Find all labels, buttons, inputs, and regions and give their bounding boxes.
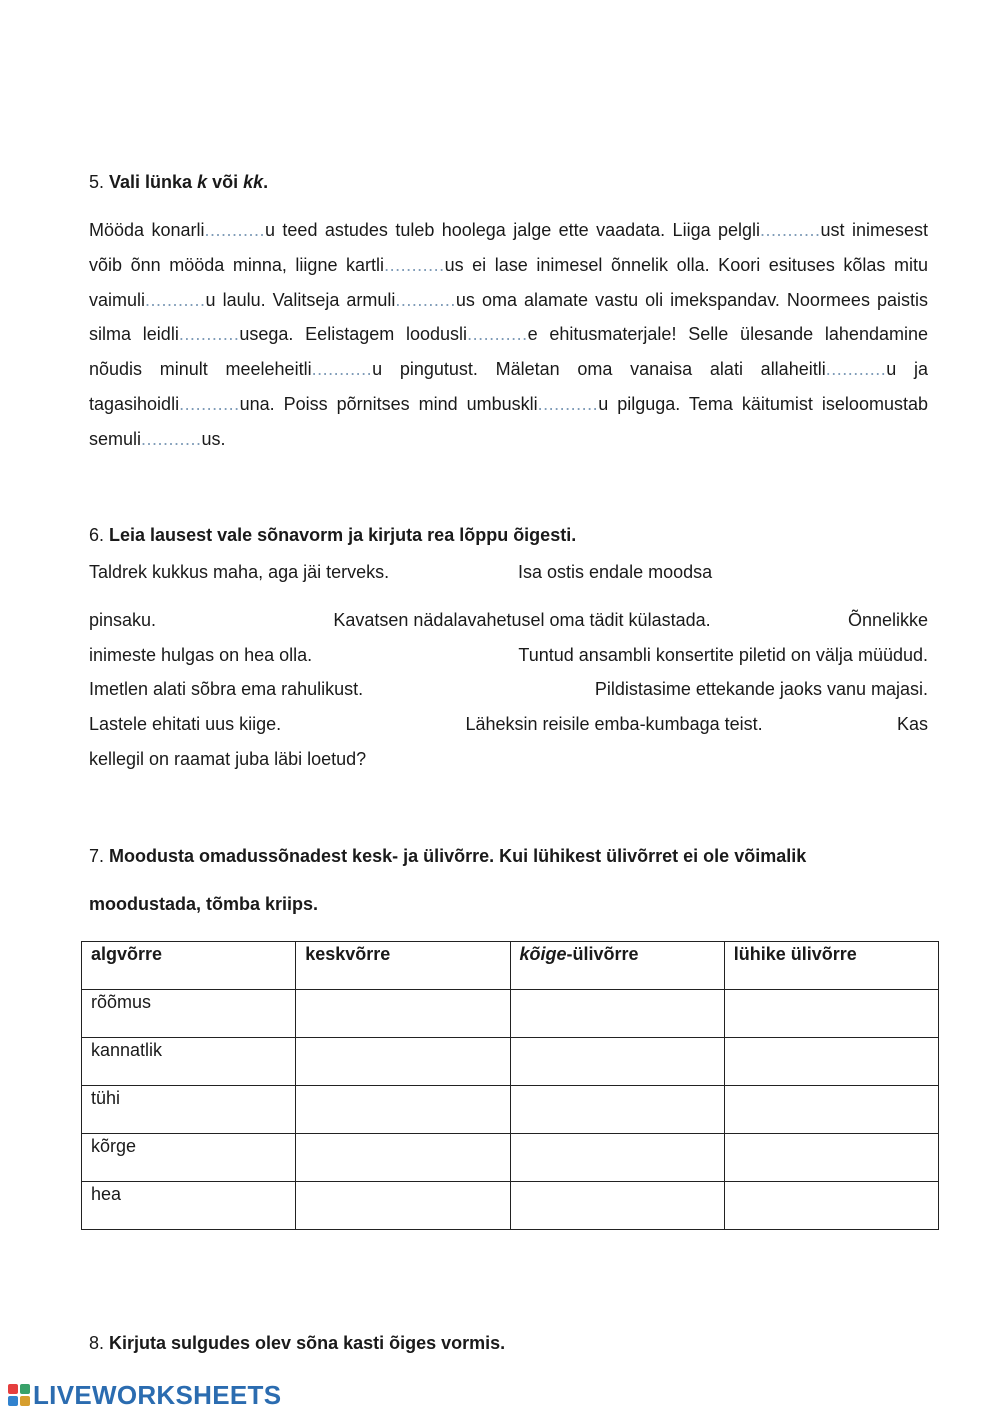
liveworksheets-logo[interactable] xyxy=(8,1381,281,1409)
exercise-5 xyxy=(89,171,928,457)
header-algvorre: algvõrre xyxy=(82,942,296,990)
sentence: Kas xyxy=(896,714,928,734)
exercise-5-title-kk: kk xyxy=(243,172,264,192)
sentence: Taldrek kukkus maha, aga jäi terveks. xyxy=(89,562,390,582)
exercise-8-number: 8. xyxy=(89,1333,105,1353)
fill-blank[interactable]: ........... xyxy=(204,220,265,240)
exercise-6-line xyxy=(89,609,928,631)
text-fragment: u pilguga. Tema käitumist iseloomustab semuli xyxy=(89,393,928,449)
fill-blank[interactable]: ........... xyxy=(179,393,240,414)
header-koige-ulivorre xyxy=(510,942,724,990)
header-luhike-ulivorre: lühike ülivõrre xyxy=(724,942,938,990)
table-header-row xyxy=(82,942,939,990)
header-koige: kõige xyxy=(519,944,567,964)
exercise-6-line xyxy=(89,713,928,735)
adjective-cell: rõõmus xyxy=(82,990,296,1038)
sentence: Lastele ehitati uus kiige. xyxy=(89,714,282,734)
fill-blank[interactable]: ........... xyxy=(825,359,887,380)
exercise-7-heading-cont xyxy=(89,893,928,915)
table-row xyxy=(82,990,939,1038)
exercise-7-number: 7. xyxy=(89,846,105,866)
fill-blank[interactable]: ........... xyxy=(141,428,202,449)
logo-mark-icon xyxy=(8,1384,30,1406)
answer-cell[interactable] xyxy=(510,990,724,1038)
sentence: Õnnelikke xyxy=(847,610,928,630)
fill-blank[interactable]: ........... xyxy=(384,254,445,275)
adjective-cell: tühi xyxy=(82,1086,296,1134)
exercise-8-heading xyxy=(89,1332,928,1354)
exercise-6-line xyxy=(89,748,928,770)
table-row xyxy=(82,1182,939,1230)
answer-cell[interactable] xyxy=(510,1134,724,1182)
answer-cell[interactable] xyxy=(724,1038,938,1086)
answer-cell[interactable] xyxy=(510,1182,724,1230)
answer-cell[interactable] xyxy=(724,1086,938,1134)
logo-text: LIVEWORKSHEETS xyxy=(33,1379,282,1410)
text-fragment: Mööda konarli xyxy=(89,220,205,240)
adjective-cell: hea xyxy=(82,1182,296,1230)
header-ulivorre: -ülivõrre xyxy=(566,944,639,964)
answer-cell[interactable] xyxy=(296,990,510,1038)
answer-cell[interactable] xyxy=(724,990,938,1038)
table-row xyxy=(82,1134,939,1182)
fill-blank[interactable]: ........... xyxy=(145,289,206,310)
text-fragment: u laulu. Valitseja armuli xyxy=(205,289,396,310)
sentence: Isa ostis endale moodsa xyxy=(518,562,713,582)
adjective-cell: kõrge xyxy=(82,1134,296,1182)
exercise-8-title: Kirjuta sulgudes olev sõna kasti õiges vormis. xyxy=(109,1333,506,1353)
sentence: Läheksin reisile emba-kumbaga teist. xyxy=(465,714,763,734)
text-fragment: u pingutust. Mäletan oma vanaisa alati allaheitli xyxy=(372,359,826,380)
answer-cell[interactable] xyxy=(296,1086,510,1134)
text-fragment: una. Poiss põrnitses mind umbuskli xyxy=(239,393,538,414)
exercise-5-text xyxy=(89,213,928,457)
sentence: inimeste hulgas on hea olla. xyxy=(89,645,313,665)
sentence: pinsaku. xyxy=(89,610,157,630)
sentence: kellegil on raamat juba läbi loetud? xyxy=(89,749,367,769)
sentence: Pildistasime ettekande jaoks vanu majasi. xyxy=(594,679,928,699)
exercise-6-line xyxy=(89,644,928,666)
answer-cell[interactable] xyxy=(724,1134,938,1182)
fill-blank[interactable]: ........... xyxy=(467,324,528,345)
fill-blank[interactable]: ........... xyxy=(178,324,240,345)
exercise-7-title: Moodusta omadussõnadest kesk- ja ülivõrre. Kui lühikest ülivõrret ei ole võimalik xyxy=(109,846,807,866)
text-fragment: ust inimesest võib õnn mööda minna, liigne kartli xyxy=(89,220,928,275)
answer-cell[interactable] xyxy=(296,1134,510,1182)
sentence: Kavatsen nädalavahetusel oma tädit külastada. xyxy=(333,610,711,630)
exercise-5-heading xyxy=(89,171,928,193)
fill-blank[interactable]: ........... xyxy=(537,393,599,414)
table-row xyxy=(82,1038,939,1086)
text-fragment: usega. Eelistagem loodusli xyxy=(239,324,468,345)
answer-cell[interactable] xyxy=(296,1038,510,1086)
text-fragment: e ehitusmaterjale! Selle ülesande lahendamine nõudis minult meeleheitli xyxy=(89,324,928,380)
fill-blank[interactable]: ........... xyxy=(311,359,373,380)
fill-blank[interactable]: ........... xyxy=(760,220,821,240)
answer-cell[interactable] xyxy=(724,1182,938,1230)
header-keskvorre: keskvõrre xyxy=(296,942,510,990)
exercise-5-title-k: k xyxy=(197,172,208,192)
exercise-6-heading xyxy=(89,524,928,546)
exercise-5-title-part: või xyxy=(207,172,244,192)
text-fragment: us oma alamate vastu oli imekspandav. Noormees paistis silma leidli xyxy=(89,289,928,345)
text-fragment: u ja tagasihoidli xyxy=(89,359,928,414)
answer-cell[interactable] xyxy=(296,1182,510,1230)
exercise-5-number: 5. xyxy=(89,172,105,192)
comparison-table xyxy=(81,941,939,1230)
exercise-7-heading xyxy=(89,845,928,867)
sentence: Imetlen alati sõbra ema rahulikust. xyxy=(89,679,364,699)
text-fragment: u teed astudes tuleb hoolega jalge ette vaadata. Liiga pelgli xyxy=(265,220,761,240)
text-fragment: us. xyxy=(201,428,226,449)
exercise-7-title-cont: moodustada, tõmba kriips. xyxy=(89,894,319,914)
fill-blank[interactable]: ........... xyxy=(395,289,456,310)
sentence: Tuntud ansambli konsertite piletid on välja müüdud. xyxy=(518,645,928,665)
answer-cell[interactable] xyxy=(510,1086,724,1134)
answer-cell[interactable] xyxy=(510,1038,724,1086)
exercise-5-title-part: Vali lünka xyxy=(109,172,198,192)
exercise-6-line xyxy=(89,678,928,700)
text-fragment: us ei lase inimesel õnnelik olla. Koori esituses kõlas mitu vaimuli xyxy=(89,254,929,310)
exercise-5-title-part: . xyxy=(263,172,269,192)
adjective-cell: kannatlik xyxy=(82,1038,296,1086)
exercise-6-line xyxy=(89,561,928,583)
exercise-6-number: 6. xyxy=(89,525,105,545)
exercise-6-title: Leia lausest vale sõnavorm ja kirjuta rea lõppu õigesti. xyxy=(109,525,577,545)
table-row xyxy=(82,1086,939,1134)
